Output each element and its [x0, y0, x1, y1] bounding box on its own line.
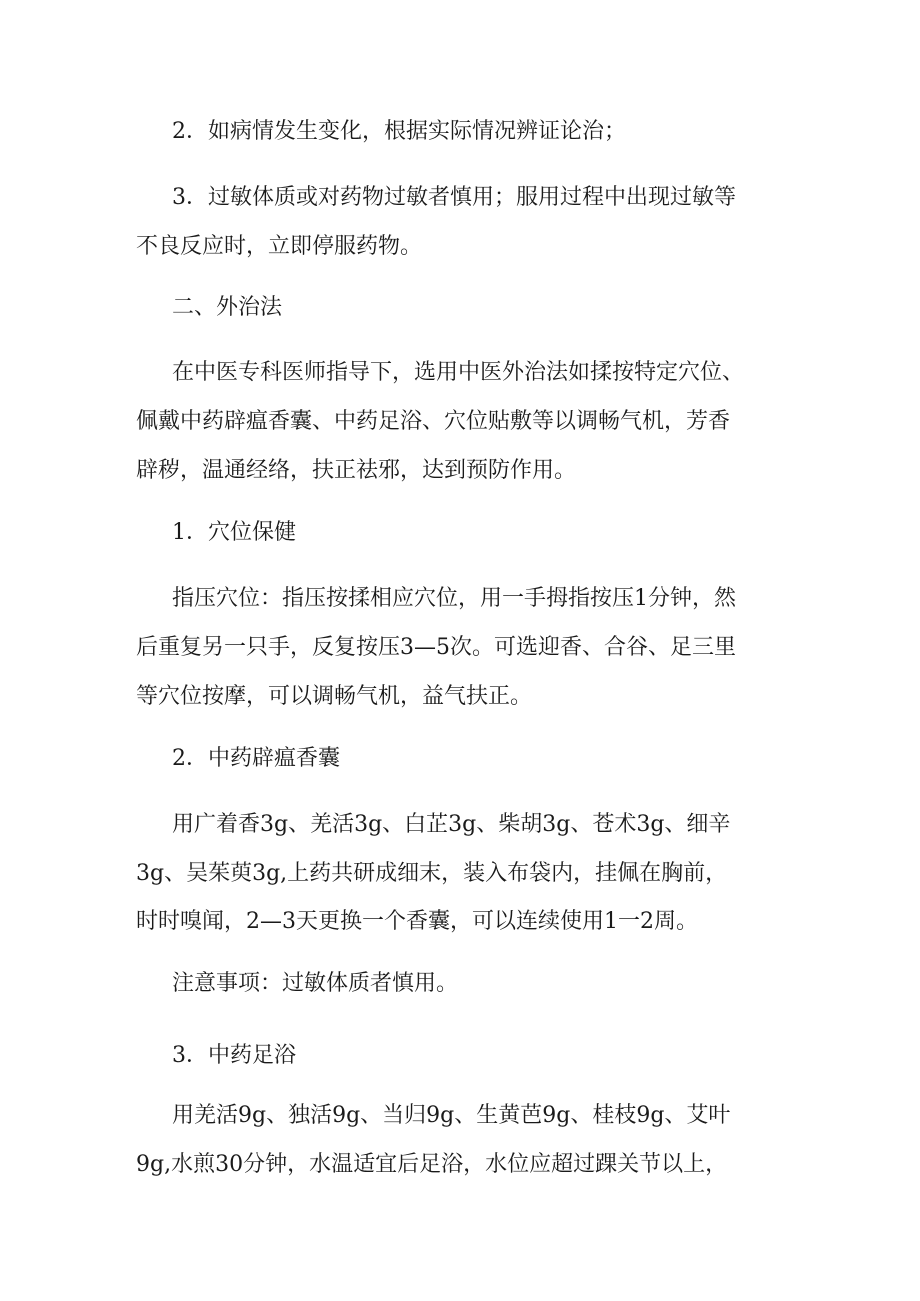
foot-bath-text-line-2: 9g,水煎30分钟，水温适宜后足浴，水位应超过踝关节以上， [136, 1152, 728, 1177]
acupressure-text-line-1: 指压穴位：指压按揉相应穴位，用一手拇指按压1分钟，然 [172, 586, 736, 611]
herbal-sachet-text-line-1: 用广着香3g、羌活3g、白芷3g、柴胡3g、苍术3g、细辛 [172, 812, 731, 837]
external-treatment-intro-line-3: 辟秽，温通经络，扶正祛邪，达到预防作用。 [136, 458, 577, 483]
herbal-sachet-text-line-2: 3g、吴茱萸3g,上药共研成细末，装入布袋内，挂佩在胸前， [136, 861, 728, 886]
external-treatment-intro-line-2: 佩戴中药辟瘟香囊、中药足浴、穴位贴敷等以调畅气机，芳香 [136, 409, 731, 434]
item-3-allergy-caution-line-1: 3．过敏体质或对药物过敏者慎用；服用过程中出现过敏等 [172, 185, 736, 210]
section-heading-external-treatment: 二、外治法 [172, 295, 283, 320]
acupressure-text-line-3: 等穴位按摩，可以调畅气机，益气扶正。 [136, 684, 533, 709]
subheading-herbal-foot-bath: 3．中药足浴 [172, 1043, 296, 1068]
subheading-herbal-sachet: 2．中药辟瘟香囊 [172, 746, 340, 771]
subheading-acupoint-care: 1．穴位保健 [172, 520, 296, 545]
item-2-condition-change: 2．如病情发生变化，根据实际情况辨证论治； [172, 119, 626, 144]
acupressure-text-line-2: 后重复另一只手，反复按压3—5次。可选迎香、合谷、足三里 [136, 635, 736, 660]
foot-bath-text-line-1: 用羌活9g、独活9g、当归9g、生黄芭9g、桂枝9g、艾叶 [172, 1103, 731, 1128]
sachet-precautions: 注意事项：过敏体质者慎用。 [172, 971, 459, 996]
item-3-allergy-caution-line-2: 不良反应时，立即停服药物。 [136, 234, 423, 259]
herbal-sachet-text-line-3: 时时嗅闻，2—3天更换一个香囊，可以连续使用1一2周。 [136, 909, 698, 934]
external-treatment-intro-line-1: 在中医专科医师指导下，选用中医外治法如揉按特定穴位、 [172, 360, 745, 385]
